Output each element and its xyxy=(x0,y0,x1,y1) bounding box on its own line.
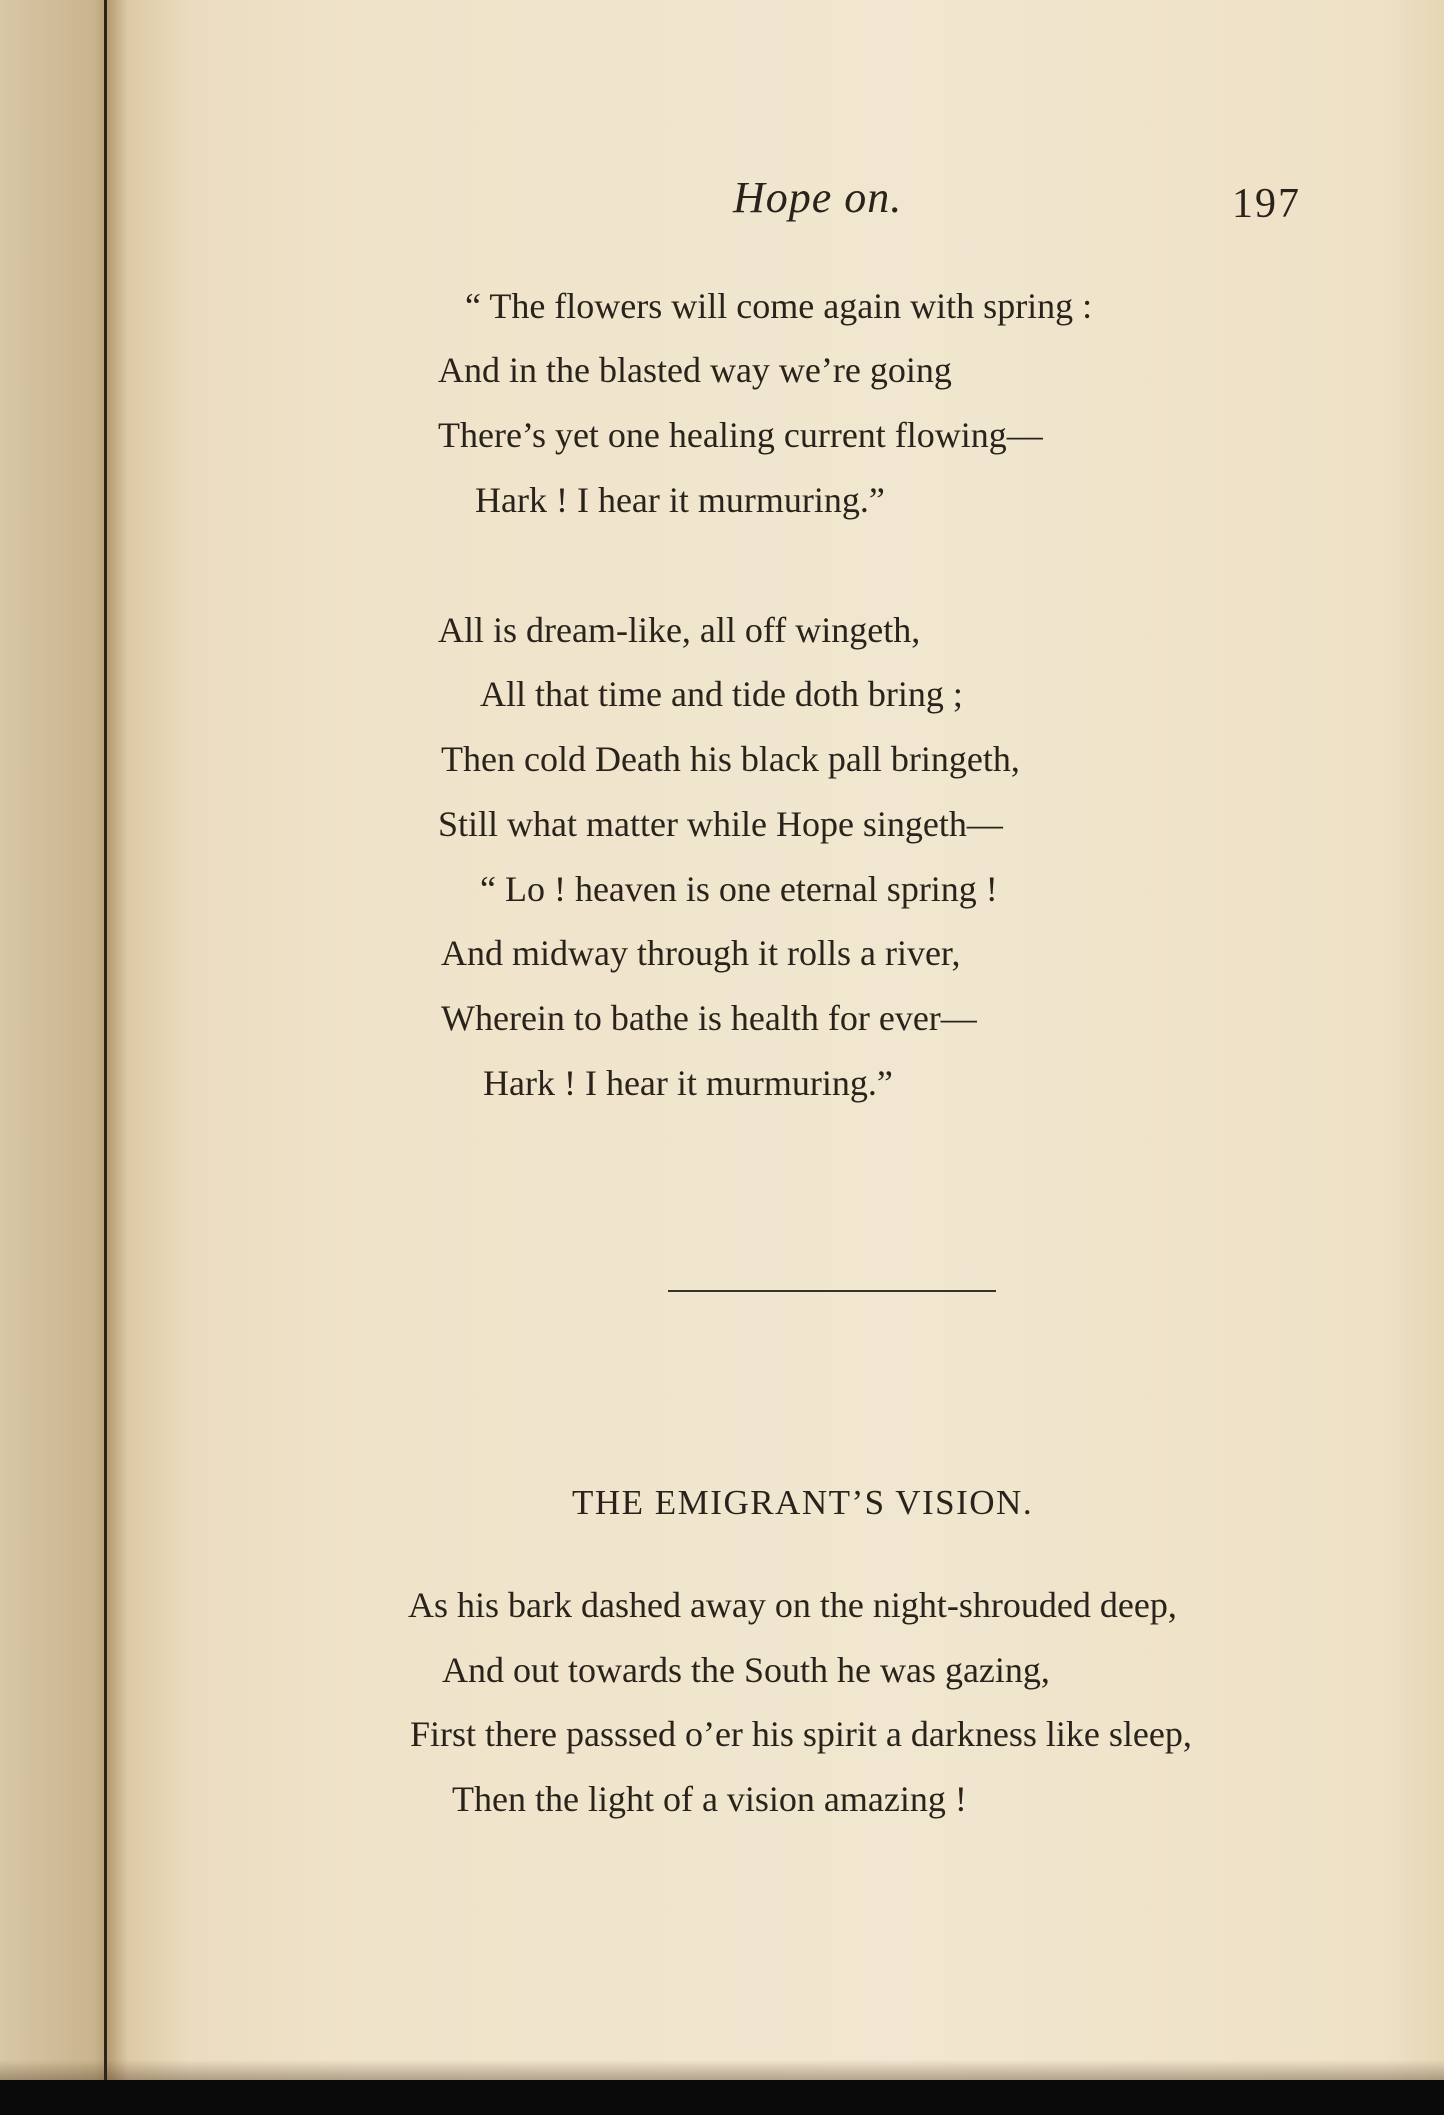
poem-line: “ The flowers will come again with spring : xyxy=(465,286,1093,326)
poem-line: Then the light of a vision amazing ! xyxy=(452,1779,967,1819)
poem-line: Then cold Death his black pall bringeth, xyxy=(441,739,1020,779)
poem-line: And midway through it rolls a river, xyxy=(441,933,961,973)
poem-line: All is dream-like, all off wingeth, xyxy=(438,610,921,650)
poem-line: And in the blasted way we’re going xyxy=(438,350,952,390)
poem-line: There’s yet one healing current flowing— xyxy=(438,415,1043,455)
poem-line: All that time and tide doth bring ; xyxy=(480,674,963,714)
page-number: 197 xyxy=(1232,181,1301,227)
page-bottom-shadow xyxy=(0,2060,1444,2080)
poem-line: First there passsed o’er his spirit a darkness like sleep, xyxy=(410,1714,1192,1754)
poem-line: Hark ! I hear it murmuring.” xyxy=(483,1063,893,1103)
section-divider xyxy=(668,1290,996,1292)
poem-line: As his bark dashed away on the night-shrouded deep, xyxy=(408,1585,1177,1625)
poem-line: And out towards the South he was gazing, xyxy=(442,1650,1050,1690)
poem-line: Still what matter while Hope singeth— xyxy=(438,804,1003,844)
scan-border xyxy=(0,2080,1444,2115)
binding-gutter xyxy=(104,0,107,2080)
poem-line: Wherein to bathe is health for ever— xyxy=(441,998,977,1038)
poem-line: “ Lo ! heaven is one eternal spring ! xyxy=(480,869,998,909)
poem-line: Hark ! I hear it murmuring.” xyxy=(475,480,885,520)
running-head: Hope on. xyxy=(733,173,903,222)
poem-title: THE EMIGRANT’S VISION. xyxy=(572,1483,1034,1522)
